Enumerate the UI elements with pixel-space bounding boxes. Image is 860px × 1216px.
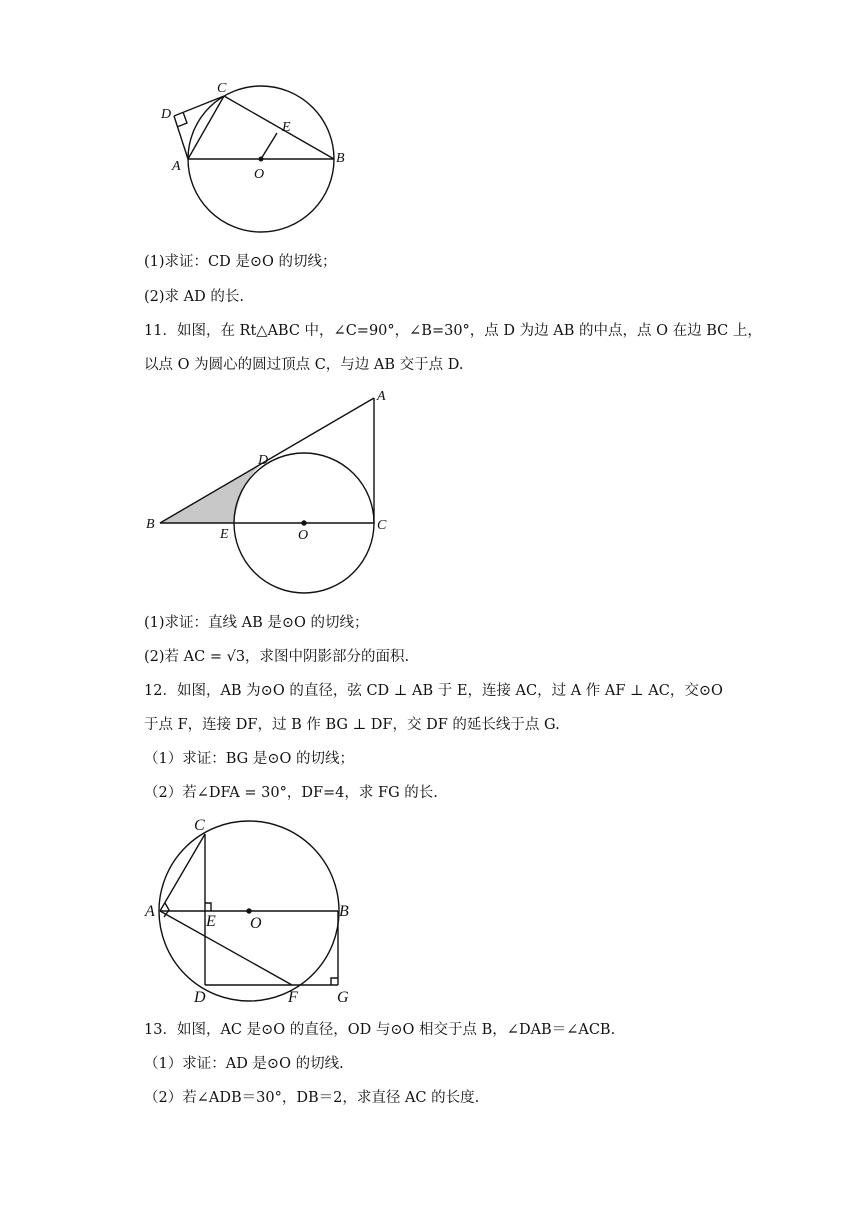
q11-stem-line2: 以点 O 为圆心的圆过顶点 C，与边 AB 交于点 D. bbox=[144, 357, 464, 373]
center-dot bbox=[302, 521, 306, 525]
q10-part1: (1)求证：CD 是⊙O 的切线； bbox=[144, 254, 337, 270]
segment-ad bbox=[174, 116, 188, 159]
figure-q11 bbox=[140, 385, 400, 600]
label-d: D bbox=[194, 989, 206, 1006]
q12-part2: （2）若∠DFA = 30°，DF=4，求 FG 的长. bbox=[144, 785, 438, 801]
label-g: G bbox=[337, 989, 349, 1006]
q11-part1: (1)求证：直线 AB 是⊙O 的切线； bbox=[144, 615, 369, 631]
label-d: D bbox=[161, 107, 172, 122]
q12-part1: （1）求证：BG 是⊙O 的切线； bbox=[144, 751, 354, 767]
figure-q12 bbox=[140, 812, 370, 1007]
label-d: D bbox=[258, 453, 269, 468]
label-e: E bbox=[282, 120, 291, 135]
right-angle-mark-g bbox=[331, 978, 338, 985]
segment-oe bbox=[261, 133, 277, 159]
segment-ac bbox=[160, 834, 205, 911]
center-dot bbox=[247, 909, 251, 913]
segment-cb bbox=[224, 96, 334, 159]
label-e: E bbox=[206, 913, 216, 930]
label-f: F bbox=[288, 989, 298, 1006]
label-a: A bbox=[172, 159, 181, 174]
center-dot bbox=[259, 157, 263, 161]
q13-part1: （1）求证：AD 是⊙O 的切线. bbox=[144, 1056, 344, 1072]
label-a: A bbox=[377, 389, 386, 404]
label-c: C bbox=[194, 817, 205, 834]
label-c: C bbox=[377, 518, 387, 533]
q12-stem-line2: 于点 F，连接 DF，过 B 作 BG ⊥ DF，交 DF 的延长线于点 G. bbox=[144, 717, 560, 733]
q11-stem-line1: 11．如图，在 Rt△ABC 中，∠C=90°，∠B=30°，点 D 为边 AB 的中点，点 O 在边 BC 上， bbox=[144, 323, 762, 339]
q13-stem: 13．如图，AC 是⊙O 的直径，OD 与⊙O 相交于点 B，∠DAB＝∠ACB. bbox=[144, 1022, 616, 1038]
label-o: O bbox=[298, 528, 309, 543]
label-b: B bbox=[146, 517, 155, 532]
q12-stem-line1: 12．如图，AB 为⊙O 的直径，弦 CD ⊥ AB 于 E，连接 AC，过 A 作 AF ⊥ AC，交⊙O bbox=[144, 683, 723, 699]
segment-dc bbox=[174, 96, 224, 116]
segment-af bbox=[160, 911, 292, 985]
q13-part2: （2）若∠ADB＝30°，DB＝2，求直径 AC 的长度. bbox=[144, 1090, 480, 1106]
q10-part2: (2)求 AD 的长. bbox=[144, 289, 244, 305]
figure-q10 bbox=[150, 78, 360, 258]
right-angle-mark-e bbox=[205, 903, 211, 911]
label-c: C bbox=[217, 81, 227, 96]
label-b: B bbox=[339, 903, 349, 920]
segment-ca bbox=[188, 96, 224, 159]
label-o: O bbox=[254, 167, 265, 182]
label-e: E bbox=[220, 527, 229, 542]
label-o: O bbox=[250, 915, 262, 932]
label-a: A bbox=[145, 903, 155, 920]
q11-part2: (2)若 AC = √3，求图中阴影部分的面积. bbox=[144, 649, 410, 665]
label-b: B bbox=[336, 151, 345, 166]
